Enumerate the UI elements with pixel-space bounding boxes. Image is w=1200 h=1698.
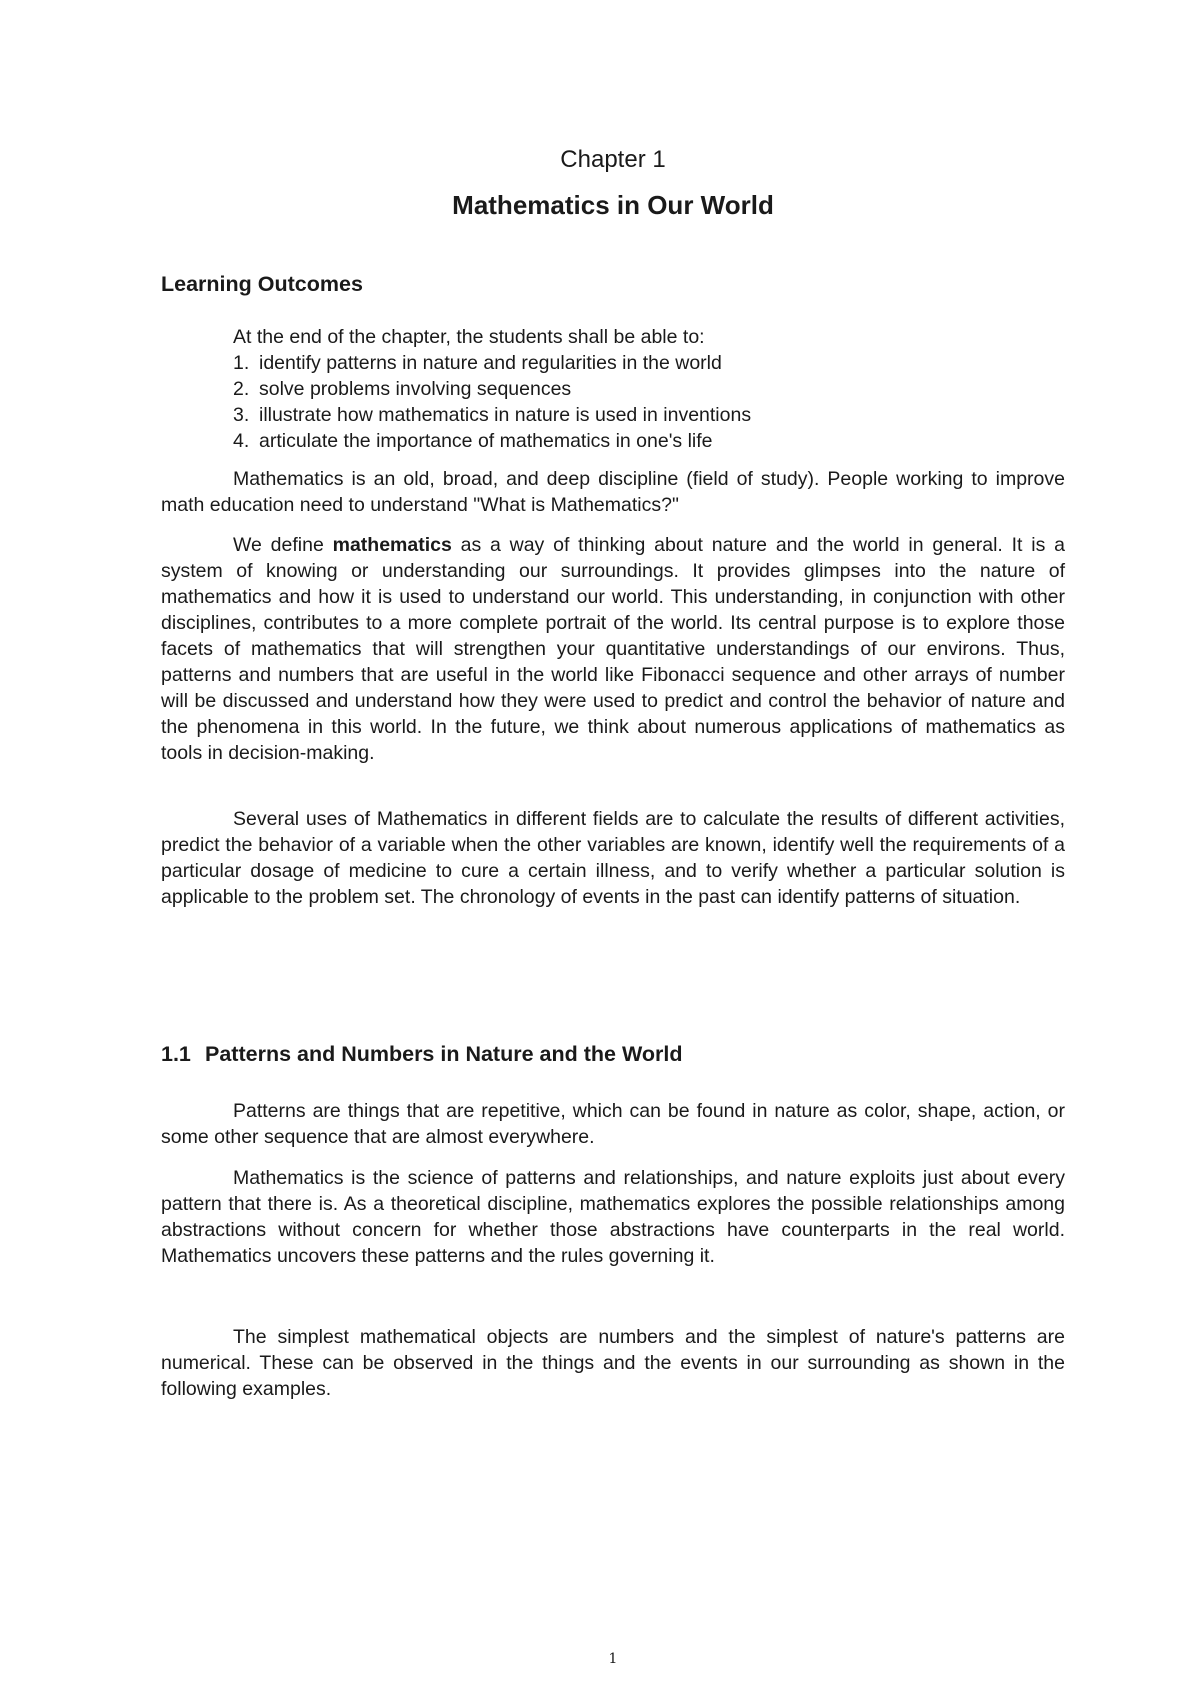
section-title: Patterns and Numbers in Nature and the World [205, 1042, 683, 1066]
bold-term: mathematics [332, 534, 452, 556]
list-item-text: solve problems involving sequences [259, 378, 572, 400]
page-number: 1 [608, 1651, 618, 1667]
section-paragraph-1: Patterns are things that are repetitive, which can be found in nature as color, shape, action, or some other sequence that are almost everywhere. [161, 1100, 1065, 1148]
list-item-number: 4. [233, 430, 250, 452]
section-number: 1.1 [161, 1042, 191, 1066]
intro-paragraph-1: Mathematics is an old, broad, and deep discipline (field of study). People working to improve math education need to understand "What is Mathematics?" [161, 468, 1065, 516]
list-item-text: identify patterns in nature and regularities in the world [259, 352, 722, 374]
list-item [233, 350, 751, 376]
section-paragraph-3: The simplest mathematical objects are numbers and the simplest of nature's patterns are numerical. These can be observed in the things and the events in our surrounding as shown in the following examples. [161, 1326, 1065, 1400]
chapter-title: Mathematics in Our World [452, 190, 774, 220]
document-page [161, 0, 1065, 1698]
intro-paragraph-2 [161, 532, 1065, 766]
list-item [233, 402, 751, 428]
learning-outcomes-list [233, 350, 751, 454]
section-paragraph-2: Mathematics is the science of patterns and relationships, and nature exploits just about every pattern that there is. As a theoretical discipline, mathematics explores the possible relationships among abstractions without concern for whether those abstractions have counterparts in the real world. Mathematics uncovers these patterns and the rules governing it. [161, 1167, 1065, 1267]
list-item-number: 1. [233, 352, 250, 374]
list-item-number: 3. [233, 404, 250, 426]
list-item [233, 376, 751, 402]
intro-paragraph-3: Several uses of Mathematics in different fields are to calculate the results of different activities, predict the behavior of a variable when the other variables are known, identify well the requirements of a particular dosage of medicine to cure a certain illness, and to verify whether a particular solution is applicable to the problem set. The chronology of events in the past can identify patterns of situation. [161, 808, 1065, 908]
learning-outcomes-intro: At the end of the chapter, the students shall be able to: [233, 326, 705, 348]
learning-outcomes-heading: Learning Outcomes [161, 272, 363, 296]
list-item-number: 2. [233, 378, 250, 400]
section-heading [161, 1042, 682, 1067]
list-item-text: illustrate how mathematics in nature is used in inventions [259, 404, 752, 426]
paragraph-text: We define [233, 534, 333, 556]
list-item [233, 428, 751, 454]
paragraph-text: as a way of thinking about nature and the world in general. It is a system of knowing or understanding our surroundings. It provides glimpses into the nature of mathematics and how it is used to understand our world. This understanding, in conjunction with other disciplines, contributes to a more complete portrait of the world. Its central purpose is to explore those facets of mathematics that will strengthen your quantitative understandings of our environs. Thus, patterns and numbers that are useful in the world like Fibonacci sequence and other arrays of number will be discussed and understand how they were used to predict and control the behavior of nature and the phenomena in this world. In the future, we think about numerous applications of mathematics as tools in decision-making. [161, 534, 1065, 764]
chapter-number: Chapter 1 [560, 146, 666, 173]
list-item-text: articulate the importance of mathematics in one's life [259, 430, 713, 452]
